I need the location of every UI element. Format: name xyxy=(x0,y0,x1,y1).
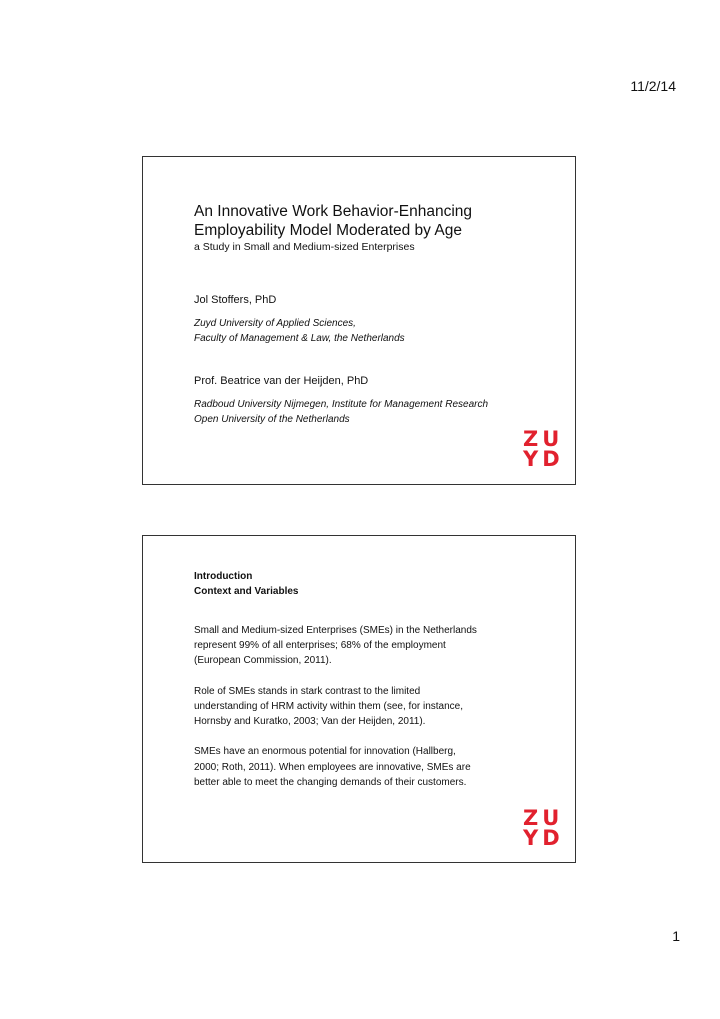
zuyd-logo xyxy=(523,806,564,850)
slide-title xyxy=(142,156,576,485)
author-2-affiliation-line-2: Open University of the Netherlands xyxy=(194,414,350,425)
paragraph-3-line-1: SMEs have an enormous potential for innovation (Hallberg, xyxy=(194,746,456,757)
slide-introduction xyxy=(142,535,576,863)
author-2-name: Prof. Beatrice van der Heijden, PhD xyxy=(194,375,369,387)
zuyd-logo-line-2: YD xyxy=(523,447,564,471)
paragraph-1-line-1: Small and Medium-sized Enterprises (SMEs) in the Netherlands xyxy=(194,625,477,636)
zuyd-logo-line-1: ZU xyxy=(523,806,564,830)
paragraph-1-line-2: represent 99% of all enterprises; 68% of the employment xyxy=(194,640,446,651)
paragraph-2-line-1: Role of SMEs stands in stark contrast to the limited xyxy=(194,686,421,697)
page-number: 1 xyxy=(672,928,680,944)
section-heading: Introduction xyxy=(194,571,253,582)
paragraph-2-line-2: understanding of HRM activity within them (see, for instance, xyxy=(194,701,464,712)
author-2-affiliation-line-1: Radboud University Nijmegen, Institute for Management Research xyxy=(194,399,489,410)
author-1-affiliation-line-2: Faculty of Management & Law, the Netherlands xyxy=(194,333,405,344)
zuyd-logo-line-1: ZU xyxy=(523,427,564,451)
paragraph-1-line-3: (European Commission, 2011). xyxy=(194,655,332,666)
paragraph-3-line-2: 2000; Roth, 2011). When employees are innovative, SMEs are xyxy=(194,762,471,773)
slide-title-line-1: An Innovative Work Behavior-Enhancing xyxy=(194,203,473,220)
paragraph-2-line-3: Hornsby and Kuratko, 2003; Van der Heijden, 2011). xyxy=(194,716,426,727)
zuyd-logo-line-2: YD xyxy=(523,826,564,850)
author-1-affiliation-line-1: Zuyd University of Applied Sciences, xyxy=(194,318,356,329)
author-1-name: Jol Stoffers, PhD xyxy=(194,294,277,306)
zuyd-logo xyxy=(523,427,564,471)
slide-title-line-2: Employability Model Moderated by Age xyxy=(194,222,462,239)
slide-subtitle: a Study in Small and Medium-sized Enterprises xyxy=(194,241,415,253)
section-subheading: Context and Variables xyxy=(194,586,299,597)
paragraph-3-line-3: better able to meet the changing demands of their customers. xyxy=(194,777,467,788)
page-date: 11/2/14 xyxy=(630,78,676,94)
